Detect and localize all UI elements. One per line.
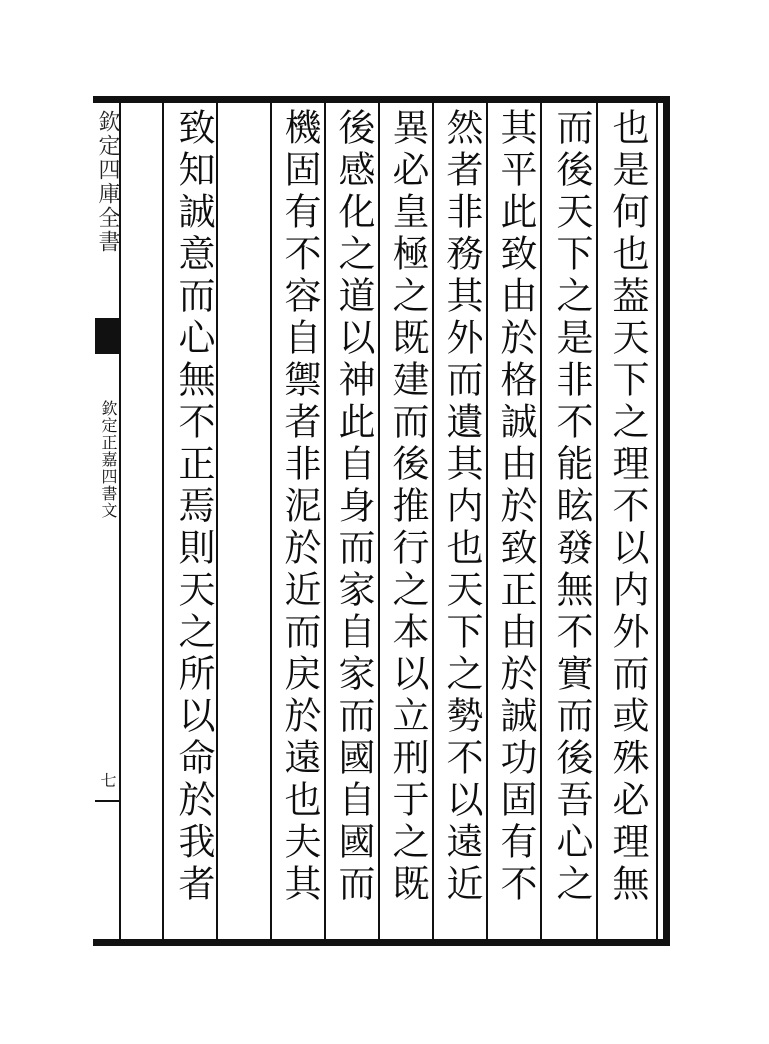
text-column-3: 其平此致由於格誠由於致正由於誠功固有不: [494, 108, 537, 906]
fold-book-title: 欽定正嘉四書文: [99, 400, 118, 519]
column-rule: [540, 103, 542, 939]
text-column-1: 也是何也葢天下之理不以内外而或殊必理無: [606, 108, 649, 906]
column-rule: [270, 103, 272, 939]
column-rule: [432, 103, 434, 939]
text-column-5: 異必皇極之既建而後推行之本以立刑于之既: [386, 108, 429, 906]
text-column-8: 致知誠意而心無不正焉則天之所以命於我者: [172, 108, 215, 906]
fold-page-number: 七: [98, 772, 117, 788]
text-column-4: 然者非務其外而遺其内也天下之勢不以遠近: [440, 108, 483, 906]
text-column-6: 後感化之道以神此自身而家自家而國自國而: [332, 108, 375, 906]
column-rule: [596, 103, 598, 939]
column-rule: [216, 103, 218, 939]
fold-collection-title: 欽定四庫全書: [95, 110, 120, 254]
text-column-2: 而後天下之是非不能眩發無不實而後吾心之: [550, 108, 593, 906]
column-rule: [378, 103, 380, 939]
column-rule: [324, 103, 326, 939]
frame-inner-rule: [656, 103, 658, 939]
fishtail-mark: [95, 318, 119, 354]
column-rule: [486, 103, 488, 939]
column-rule: [162, 103, 164, 939]
fold-page-rule: [95, 800, 119, 802]
text-column-7: 機固有不容自禦者非泥於近而戻於遠也夫其: [278, 108, 321, 906]
